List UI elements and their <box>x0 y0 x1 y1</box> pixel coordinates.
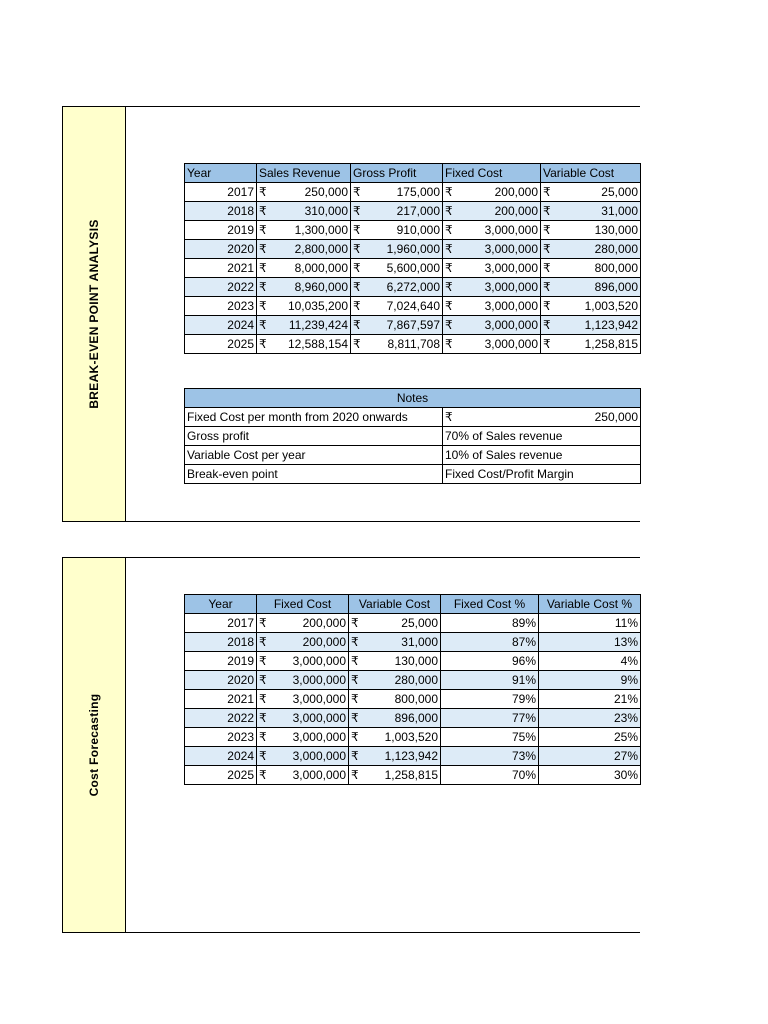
table-row <box>185 709 641 728</box>
amount: 3,000,000 <box>484 336 538 351</box>
currency-symbol: ₹ <box>259 184 267 199</box>
amount: 280,000 <box>594 241 638 256</box>
currency-symbol: ₹ <box>353 184 361 199</box>
currency-cell <box>257 183 351 202</box>
amount: 130,000 <box>594 222 638 237</box>
amount: 25,000 <box>401 615 438 630</box>
percent-cell: 21% <box>539 690 641 709</box>
currency-cell <box>351 316 443 335</box>
year-cell: 2018 <box>185 633 257 652</box>
amount: 31,000 <box>601 203 638 218</box>
percent-cell: 75% <box>441 728 539 747</box>
amount: 8,811,708 <box>387 336 440 351</box>
currency-cell <box>257 335 351 354</box>
currency-cell <box>443 297 541 316</box>
currency-cell <box>351 183 443 202</box>
currency-cell <box>257 614 349 633</box>
amount: 3,000,000 <box>292 710 346 725</box>
notes-table <box>184 388 641 484</box>
currency-symbol: ₹ <box>259 279 267 294</box>
year-cell: 2021 <box>185 690 257 709</box>
note-label: Variable Cost per year <box>185 446 443 465</box>
year-cell: 2024 <box>185 747 257 766</box>
currency-cell <box>351 278 443 297</box>
table-row <box>185 614 641 633</box>
amount: 200,000 <box>302 634 346 649</box>
currency-symbol: ₹ <box>353 241 361 256</box>
currency-cell <box>443 221 541 240</box>
currency-cell <box>257 202 351 221</box>
note-row <box>185 465 641 484</box>
amount: 1,960,000 <box>386 241 440 256</box>
currency-symbol: ₹ <box>353 260 361 275</box>
currency-symbol: ₹ <box>259 672 267 687</box>
percent-cell: 79% <box>441 690 539 709</box>
currency-cell <box>541 278 641 297</box>
currency-cell <box>351 202 443 221</box>
table-row <box>185 671 641 690</box>
currency-symbol: ₹ <box>351 710 359 725</box>
currency-symbol: ₹ <box>351 615 359 630</box>
currency-cell <box>257 690 349 709</box>
currency-cell <box>351 259 443 278</box>
currency-cell <box>349 766 441 785</box>
currency-cell <box>541 297 641 316</box>
amount: 1,123,942 <box>384 748 438 763</box>
amount: 800,000 <box>394 691 438 706</box>
year-cell: 2020 <box>185 240 257 259</box>
currency-symbol: ₹ <box>543 336 551 351</box>
percent-cell: 87% <box>441 633 539 652</box>
currency-cell <box>349 614 441 633</box>
table-row <box>185 633 641 652</box>
currency-cell <box>349 747 441 766</box>
currency-symbol: ₹ <box>259 634 267 649</box>
amount: 3,000,000 <box>292 748 346 763</box>
currency-symbol: ₹ <box>543 279 551 294</box>
currency-cell <box>541 335 641 354</box>
amount: 7,867,597 <box>386 317 440 332</box>
currency-symbol: ₹ <box>259 729 267 744</box>
year-cell: 2017 <box>185 614 257 633</box>
header-year: Year <box>185 595 257 614</box>
year-cell: 2022 <box>185 709 257 728</box>
amount: 3,000,000 <box>292 653 346 668</box>
header-fixed-cost: Fixed Cost <box>257 595 349 614</box>
amount: 3,000,000 <box>292 729 346 744</box>
currency-symbol: ₹ <box>445 222 453 237</box>
amount: 3,000,000 <box>484 279 538 294</box>
amount: 10,035,200 <box>287 298 348 313</box>
cost-forecasting-title: Cost Forecasting <box>87 693 101 797</box>
currency-symbol: ₹ <box>259 298 267 313</box>
percent-cell: 70% <box>441 766 539 785</box>
currency-symbol: ₹ <box>543 241 551 256</box>
percent-cell: 91% <box>441 671 539 690</box>
currency-symbol: ₹ <box>543 298 551 313</box>
year-cell: 2018 <box>185 202 257 221</box>
header-fixed-cost: Fixed Cost <box>443 164 541 183</box>
currency-symbol: ₹ <box>259 691 267 706</box>
currency-cell <box>349 671 441 690</box>
currency-cell <box>351 297 443 316</box>
currency-symbol: ₹ <box>445 336 453 351</box>
percent-cell: 89% <box>441 614 539 633</box>
note-label: Gross profit <box>185 427 443 446</box>
percent-cell: 96% <box>441 652 539 671</box>
note-value: Fixed Cost/Profit Margin <box>443 465 641 484</box>
table-row <box>185 183 641 202</box>
currency-symbol: ₹ <box>543 260 551 275</box>
amount: 1,123,942 <box>584 317 638 332</box>
year-cell: 2022 <box>185 278 257 297</box>
percent-cell: 9% <box>539 671 641 690</box>
currency-cell <box>257 728 349 747</box>
amount: 3,000,000 <box>292 767 346 782</box>
currency-symbol: ₹ <box>353 279 361 294</box>
amount: 3,000,000 <box>484 222 538 237</box>
year-cell: 2019 <box>185 221 257 240</box>
currency-cell <box>351 240 443 259</box>
currency-symbol: ₹ <box>445 298 453 313</box>
amount: 6,272,000 <box>386 279 440 294</box>
break-even-header-row <box>185 164 641 183</box>
currency-symbol: ₹ <box>259 653 267 668</box>
year-cell: 2020 <box>185 671 257 690</box>
currency-symbol: ₹ <box>259 336 267 351</box>
currency-symbol: ₹ <box>445 279 453 294</box>
currency-cell <box>257 316 351 335</box>
currency-cell <box>349 652 441 671</box>
header-sales-revenue: Sales Revenue <box>257 164 351 183</box>
currency-cell <box>541 202 641 221</box>
percent-cell: 73% <box>441 747 539 766</box>
amount: 3,000,000 <box>484 241 538 256</box>
amount: 896,000 <box>594 279 638 294</box>
currency-cell <box>257 652 349 671</box>
currency-cell <box>443 183 541 202</box>
currency-cell <box>257 766 349 785</box>
note-label: Fixed Cost per month from 2020 onwards <box>185 408 443 427</box>
currency-symbol: ₹ <box>259 260 267 275</box>
table-row <box>185 316 641 335</box>
amount: 1,003,520 <box>584 298 638 313</box>
table-row <box>185 221 641 240</box>
currency-symbol: ₹ <box>445 241 453 256</box>
currency-symbol: ₹ <box>445 184 453 199</box>
amount: 1,300,000 <box>294 222 348 237</box>
header-variable-cost-pct: Variable Cost % <box>539 595 641 614</box>
currency-symbol: ₹ <box>351 729 359 744</box>
currency-symbol: ₹ <box>445 317 453 332</box>
header-variable-cost: Variable Cost <box>541 164 641 183</box>
notes-title: Notes <box>185 389 641 408</box>
currency-cell <box>257 278 351 297</box>
currency-cell <box>257 747 349 766</box>
table-row <box>185 652 641 671</box>
amount: 1,258,815 <box>384 767 438 782</box>
percent-cell: 30% <box>539 766 641 785</box>
amount: 12,588,154 <box>287 336 348 351</box>
currency-cell <box>443 316 541 335</box>
currency-cell <box>349 728 441 747</box>
year-cell: 2025 <box>185 766 257 785</box>
amount: 130,000 <box>394 653 438 668</box>
table-row <box>185 259 641 278</box>
amount: 25,000 <box>601 184 638 199</box>
amount: 175,000 <box>396 184 440 199</box>
currency-cell <box>257 633 349 652</box>
year-cell: 2023 <box>185 728 257 747</box>
currency-symbol: ₹ <box>353 298 361 313</box>
currency-symbol: ₹ <box>259 317 267 332</box>
table-row <box>185 335 641 354</box>
currency-symbol: ₹ <box>259 222 267 237</box>
percent-cell: 27% <box>539 747 641 766</box>
year-cell: 2023 <box>185 297 257 316</box>
currency-cell <box>443 202 541 221</box>
amount: 200,000 <box>494 203 538 218</box>
currency-symbol: ₹ <box>353 222 361 237</box>
break-even-sidebar <box>62 107 126 521</box>
amount: 800,000 <box>594 260 638 275</box>
currency-symbol: ₹ <box>351 767 359 782</box>
cost-forecasting-table <box>184 594 641 785</box>
cost-forecasting-body <box>185 614 641 785</box>
currency-symbol: ₹ <box>543 317 551 332</box>
currency-cell <box>351 221 443 240</box>
break-even-table <box>184 163 641 354</box>
currency-symbol: ₹ <box>351 691 359 706</box>
currency-symbol: ₹ <box>259 241 267 256</box>
note-row <box>185 446 641 465</box>
currency-cell <box>541 183 641 202</box>
currency-cell <box>541 259 641 278</box>
table-row <box>185 690 641 709</box>
currency-symbol: ₹ <box>351 672 359 687</box>
note-row <box>185 427 641 446</box>
amount: 217,000 <box>396 203 440 218</box>
percent-cell: 11% <box>539 614 641 633</box>
currency-symbol: ₹ <box>259 710 267 725</box>
currency-symbol: ₹ <box>351 634 359 649</box>
table-row <box>185 728 641 747</box>
currency-cell <box>541 316 641 335</box>
amount: 11,239,424 <box>288 317 348 332</box>
currency-symbol: ₹ <box>351 748 359 763</box>
currency-symbol: ₹ <box>353 336 361 351</box>
table-row <box>185 202 641 221</box>
currency-cell <box>257 671 349 690</box>
amount: 200,000 <box>302 615 346 630</box>
currency-cell <box>349 690 441 709</box>
amount: 1,258,815 <box>584 336 638 351</box>
currency-symbol: ₹ <box>259 615 267 630</box>
break-even-title: BREAK-EVEN POINT ANALYSIS <box>87 219 101 409</box>
amount: 910,000 <box>396 222 440 237</box>
percent-cell: 4% <box>539 652 641 671</box>
table-row <box>185 240 641 259</box>
year-cell: 2024 <box>185 316 257 335</box>
currency-cell <box>257 709 349 728</box>
currency-symbol: ₹ <box>445 203 453 218</box>
percent-cell: 13% <box>539 633 641 652</box>
header-gross-profit: Gross Profit <box>351 164 443 183</box>
amount: 280,000 <box>394 672 438 687</box>
currency-symbol: ₹ <box>543 184 551 199</box>
currency-symbol: ₹ <box>259 748 267 763</box>
currency-cell <box>349 633 441 652</box>
currency-cell <box>541 221 641 240</box>
currency-symbol: ₹ <box>353 317 361 332</box>
currency-symbol: ₹ <box>351 653 359 668</box>
currency-symbol: ₹ <box>445 260 453 275</box>
table-row <box>185 766 641 785</box>
year-cell: 2025 <box>185 335 257 354</box>
percent-cell: 23% <box>539 709 641 728</box>
currency-symbol: ₹ <box>353 203 361 218</box>
cost-header-row <box>185 595 641 614</box>
amount: 31,000 <box>401 634 438 649</box>
break-even-section <box>62 106 640 522</box>
note-row <box>185 408 641 427</box>
amount: 896,000 <box>394 710 438 725</box>
amount: 3,000,000 <box>292 672 346 687</box>
currency-cell <box>443 259 541 278</box>
note-value: 250,000 <box>594 409 639 424</box>
currency-symbol: ₹ <box>543 222 551 237</box>
currency-symbol: ₹ <box>543 203 551 218</box>
table-row <box>185 297 641 316</box>
amount: 250,000 <box>304 184 348 199</box>
currency-symbol: ₹ <box>445 409 453 424</box>
cost-forecasting-section <box>62 557 640 933</box>
currency-cell <box>257 259 351 278</box>
amount: 5,600,000 <box>386 260 440 275</box>
currency-cell <box>443 278 541 297</box>
break-even-body <box>185 183 641 354</box>
year-cell: 2021 <box>185 259 257 278</box>
header-fixed-cost-pct: Fixed Cost % <box>441 595 539 614</box>
percent-cell: 77% <box>441 709 539 728</box>
amount: 3,000,000 <box>484 260 538 275</box>
currency-cell <box>443 335 541 354</box>
note-label: Break-even point <box>185 465 443 484</box>
amount: 8,000,000 <box>294 260 348 275</box>
note-value: 70% of Sales revenue <box>443 427 641 446</box>
amount: 3,000,000 <box>292 691 346 706</box>
header-year: Year <box>185 164 257 183</box>
currency-cell <box>257 221 351 240</box>
amount: 200,000 <box>494 184 538 199</box>
currency-cell <box>443 240 541 259</box>
currency-cell <box>351 335 443 354</box>
currency-cell <box>349 709 441 728</box>
year-cell: 2019 <box>185 652 257 671</box>
amount: 310,000 <box>304 203 348 218</box>
currency-cell <box>257 297 351 316</box>
amount: 8,960,000 <box>294 279 348 294</box>
amount: 3,000,000 <box>484 317 538 332</box>
table-row <box>185 747 641 766</box>
amount: 1,003,520 <box>384 729 438 744</box>
year-cell: 2017 <box>185 183 257 202</box>
header-variable-cost: Variable Cost <box>349 595 441 614</box>
amount: 3,000,000 <box>484 298 538 313</box>
amount: 7,024,640 <box>386 298 440 313</box>
note-value: 10% of Sales revenue <box>443 446 641 465</box>
percent-cell: 25% <box>539 728 641 747</box>
currency-symbol: ₹ <box>259 767 267 782</box>
cost-forecasting-sidebar <box>62 558 126 932</box>
currency-symbol: ₹ <box>259 203 267 218</box>
amount: 2,800,000 <box>294 241 348 256</box>
currency-cell <box>257 240 351 259</box>
table-row <box>185 278 641 297</box>
currency-cell <box>541 240 641 259</box>
